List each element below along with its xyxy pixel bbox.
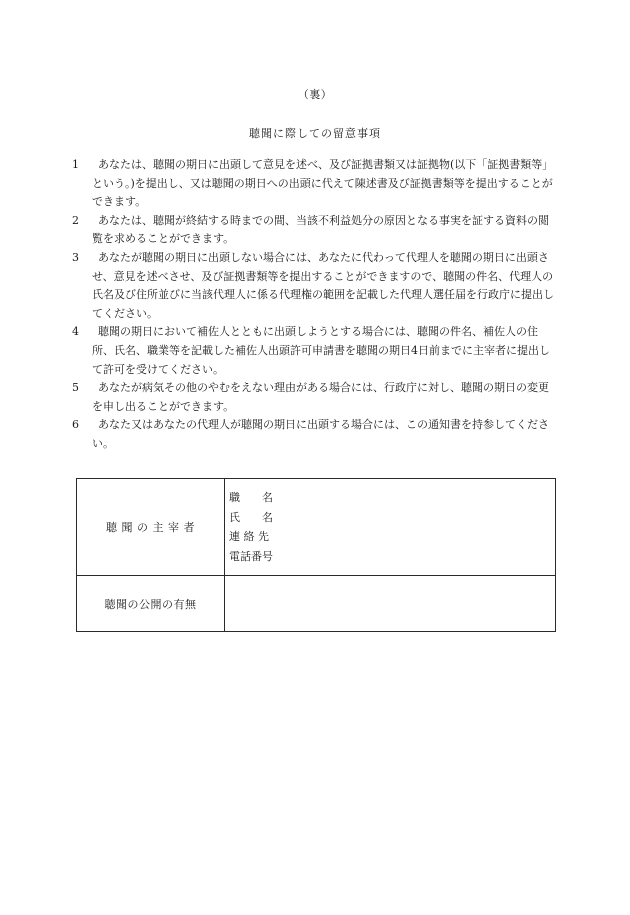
field-title-label: 職 名	[229, 491, 273, 504]
item-number: 1	[72, 158, 79, 171]
list-item	[72, 212, 558, 249]
item-number: 6	[72, 418, 79, 432]
item-text: 聴聞の期日において補佐人とともに出頭しようとする場合には、聴聞の件名、補佐人の住所、氏名、職業等を記載した補佐人出頭許可申請書を聴聞の期日4日前までに主宰者に提出して許可を受けてください。	[92, 325, 550, 376]
item-number: 4	[72, 325, 79, 339]
item-number: 3	[72, 250, 79, 264]
list-item	[72, 156, 558, 212]
field-contact-label: 連 絡 先	[229, 530, 269, 543]
field-phone-label: 電話番号	[229, 549, 273, 563]
item-text: あなた又はあなたの代理人が聴聞の期日に出頭する場合には、この通知書を持参してください。	[92, 418, 549, 450]
public-value-cell	[225, 576, 556, 632]
public-label: 聴聞の公開の有無	[104, 597, 197, 611]
item-number: 2	[72, 213, 79, 227]
item-text: あなたは、聴聞の期日に出頭して意見を述べ、及び証拠書類又は証拠物(以下「証拠書類等」という。)を提出し、又は聴聞の期日への出頭に代えて陳述書及び証拠書類等を提出することができます。	[92, 158, 554, 209]
item-text: あなたが病気その他のやむをえない理由がある場合には、行政庁に対し、聴聞の期日の変更を申し出ることができます。	[92, 381, 549, 413]
table-row	[77, 576, 556, 632]
list-item	[72, 416, 558, 453]
table-row	[77, 479, 556, 576]
list-item	[72, 379, 558, 416]
document-title: 聴聞に際しての留意事項	[249, 127, 381, 140]
item-text: あなたが聴聞の期日に出頭しない場合には、あなたに代わって代理人を聴聞の期日に出頭させ、意見を述べさせ、及び証拠書類等を提出することができますので、聴聞の件名、代理人の氏名及び住所並びに当該代理人に係る代理権の範囲を記載した代理人選任届を行政庁に提出してください。	[92, 250, 554, 320]
field-name-label: 氏 名	[229, 510, 273, 524]
presider-fields-cell	[225, 479, 556, 576]
item-text: あなたは、聴聞が終結する時までの間、当該不利益処分の原因となる事実を証する資料の閲覧を求めることができます。	[92, 213, 549, 246]
list-item	[72, 249, 558, 323]
presider-label: 聴 聞 の 主 宰 者	[106, 521, 195, 534]
notes-list	[72, 156, 558, 454]
presider-label-cell	[77, 479, 225, 576]
list-item	[72, 323, 558, 379]
hearing-info-table	[76, 478, 556, 632]
public-label-cell	[77, 576, 225, 632]
page-side-label: （裏）	[297, 88, 333, 101]
item-number: 5	[72, 381, 79, 395]
